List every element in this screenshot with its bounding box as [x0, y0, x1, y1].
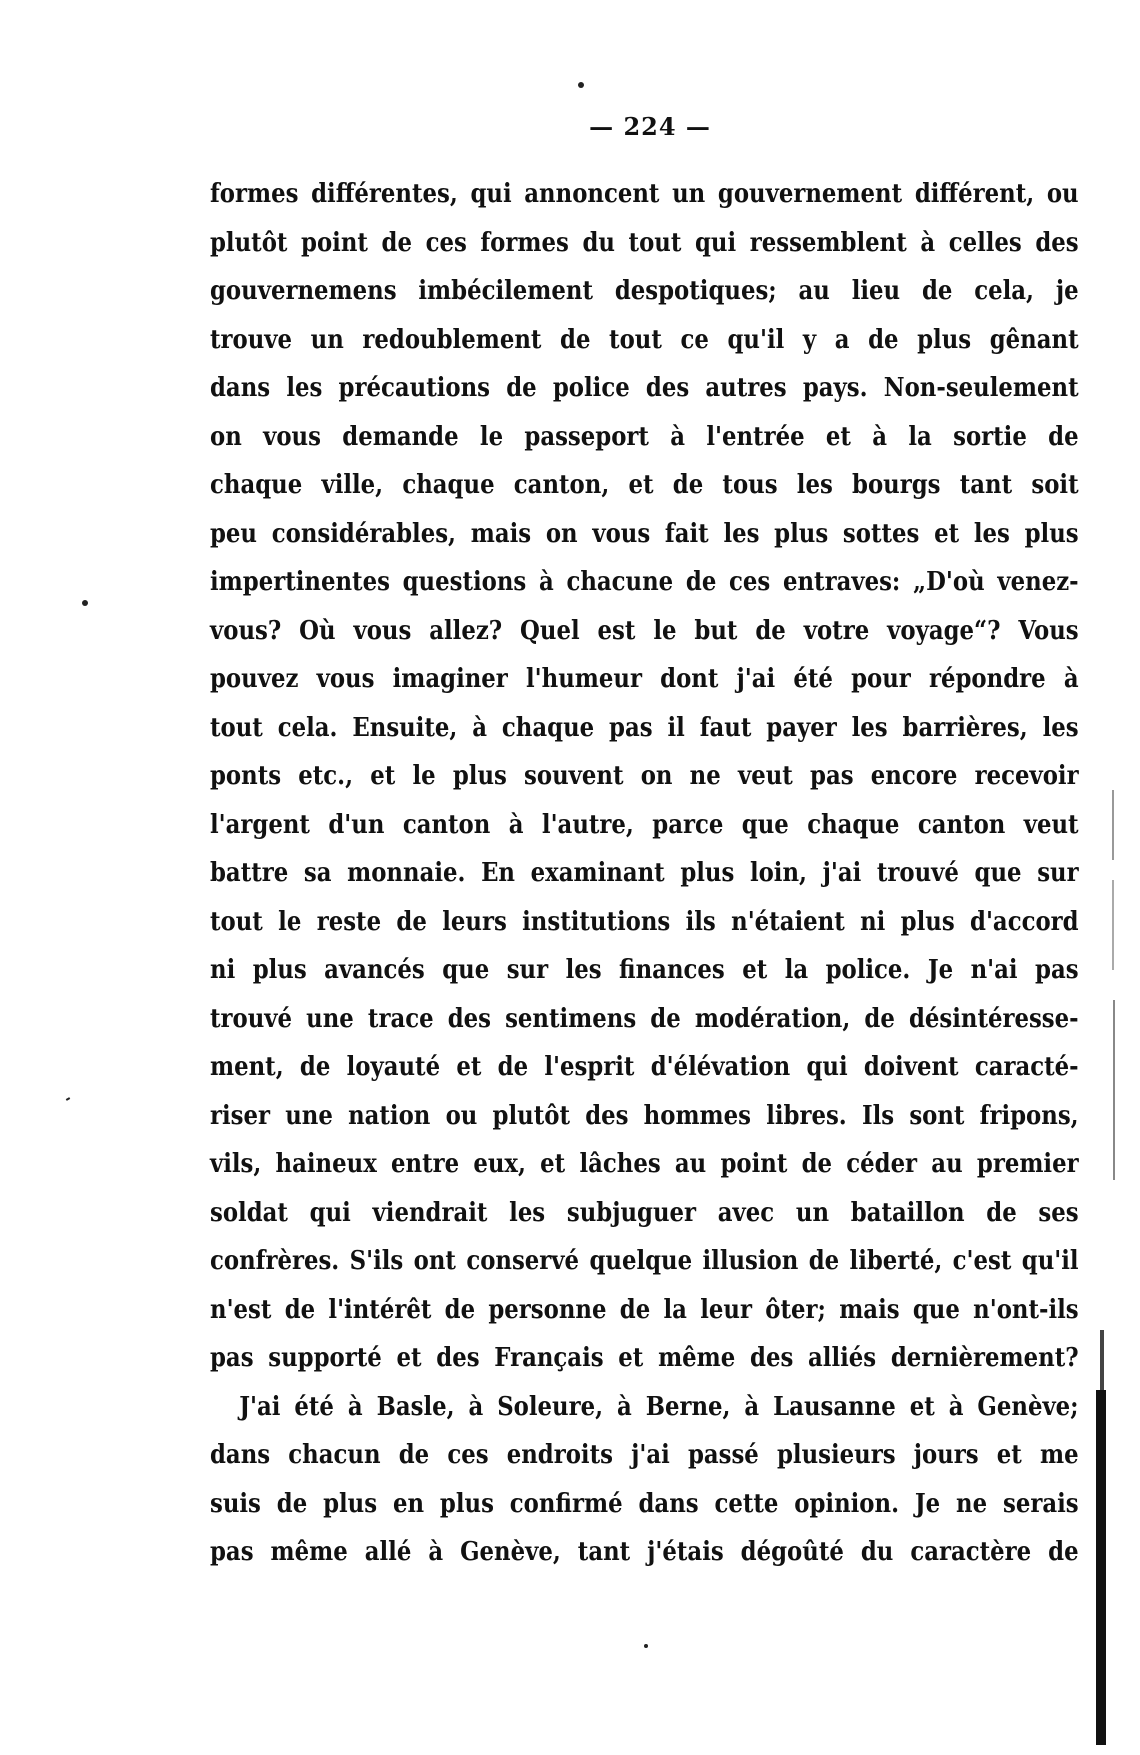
scan-speck [82, 600, 88, 606]
page-edge-shadow [1096, 1390, 1106, 1745]
text-line: dans chacun de ces endroits j'ai passé plusieurs jours et me [210, 1439, 1079, 1470]
text-line: ment, de loyauté et de l'esprit d'élévation qui doivent caracté- [210, 1051, 1079, 1082]
body-text [210, 170, 1080, 1577]
text-line: formes différentes, qui annoncent un gouvernement différent, ou [210, 178, 1079, 209]
text-line: impertinentes questions à chacune de ces entraves: „D'où venez- [210, 566, 1079, 597]
paragraph-start-line: J'ai été à Basle, à Soleure, à Berne, à Lausanne et à Genève; [239, 1390, 1079, 1422]
text-line: trouve un redoublement de tout ce qu'il y a de plus gênant [210, 323, 1079, 355]
text-line: confrères. S'ils ont conservé quelque illusion de liberté, c'est qu'il [210, 1245, 1079, 1276]
text-line: ponts etc., et le plus souvent on ne veut pas encore recevoir [210, 760, 1079, 791]
text-line: pas supporté et des Français et même des alliés dernièrement? [210, 1342, 1079, 1373]
text-line: l'argent d'un canton à l'autre, parce que chaque canton veut [210, 808, 1079, 840]
text-line: ni plus avancés que sur les finances et la police. Je n'ai pas [210, 954, 1079, 985]
page-number: — 224 — [589, 112, 711, 141]
text-line: n'est de l'intérêt de personne de la leur ôter; mais que n'ont-ils [210, 1293, 1079, 1325]
text-line: battre sa monnaie. En examinant plus loin, j'ai trouvé que sur [210, 857, 1079, 888]
text-line: pouvez vous imaginer l'humeur dont j'ai été pour répondre à [210, 663, 1079, 694]
scan-speck [578, 82, 584, 88]
text-line: peu considérables, mais on vous fait les plus sottes et les plus [210, 517, 1079, 549]
text-line: chaque ville, chaque canton, et de tous les bourgs tant soit [210, 469, 1079, 500]
scan-speck [644, 1644, 648, 1648]
text-line: vous? Où vous allez? Quel est le but de votre voyage“? Vous [210, 614, 1079, 646]
text-line: tout cela. Ensuite, à chaque pas il faut payer les barrières, les [210, 711, 1079, 743]
text-line: plutôt point de ces formes du tout qui ressemblent à celles des [210, 226, 1079, 258]
text-line: dans les précautions de police des autres pays. Non-seulement [210, 372, 1079, 403]
text-line: trouvé une trace des sentimens de modération, de désintéresse- [210, 1002, 1079, 1034]
page-edge-shadow [1112, 880, 1114, 970]
page-edge-shadow [1113, 1000, 1115, 1180]
text-line: vils, haineux entre eux, et lâches au point de céder au premier [210, 1148, 1079, 1179]
page-edge-shadow [1112, 790, 1114, 860]
page-edge-shadow [1100, 1330, 1104, 1390]
text-line: pas même allé à Genève, tant j'étais dégoûté du caractère de [210, 1536, 1079, 1567]
text-line: soldat qui viendrait les subjuguer avec un bataillon de ses [210, 1196, 1079, 1228]
text-line: riser une nation ou plutôt des hommes libres. Ils sont fripons, [210, 1099, 1079, 1131]
text-line: suis de plus en plus confirmé dans cette opinion. Je ne serais [210, 1487, 1079, 1519]
scan-speck [66, 1097, 70, 1101]
text-line: gouvernemens imbécilement despotiques; au lieu de cela, je [210, 275, 1079, 306]
text-line: tout le reste de leurs institutions ils n'étaient ni plus d'accord [210, 905, 1079, 937]
text-line: on vous demande le passeport à l'entrée et à la sortie de [210, 420, 1079, 452]
